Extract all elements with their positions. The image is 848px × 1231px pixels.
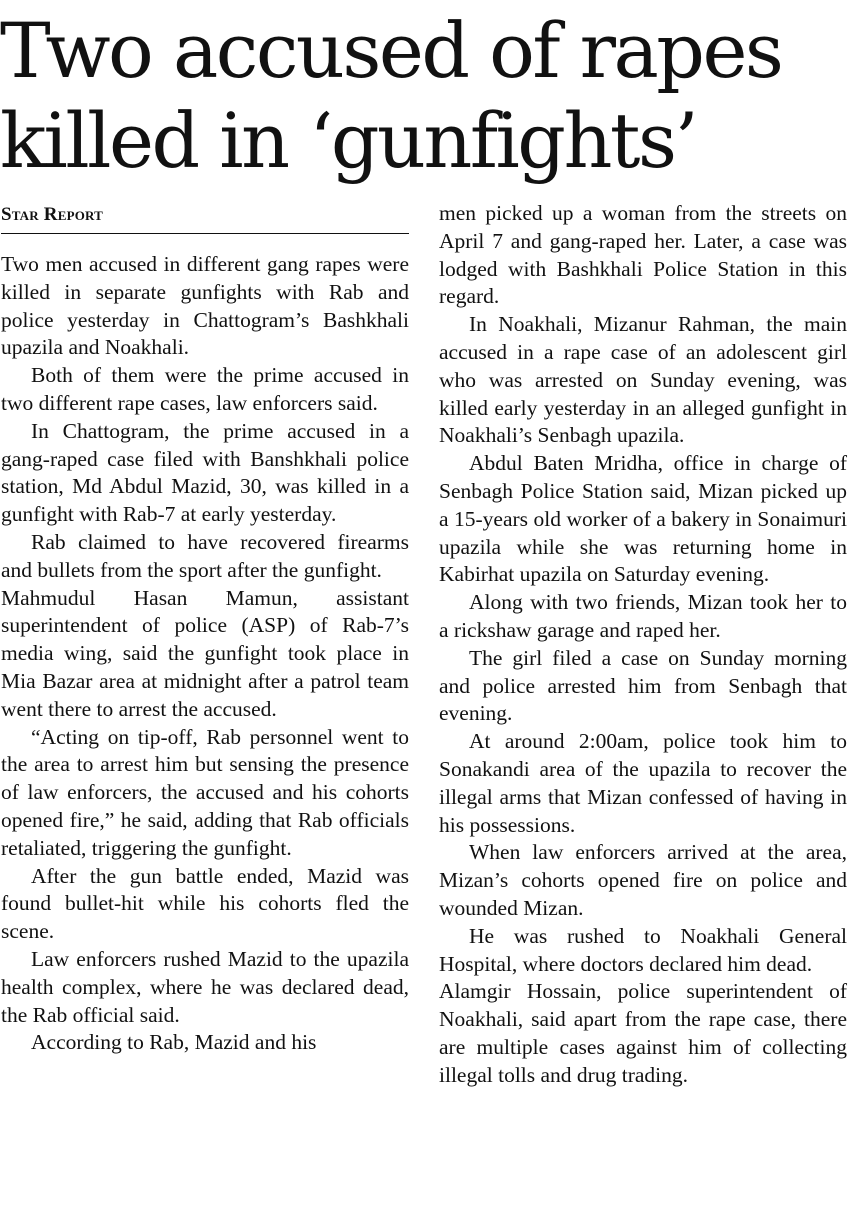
paragraph: Two men accused in different gang rapes were killed in separate gunfights with Rab and police yesterday in Chattogram’s Bashkhali upazila and Noakhali. (1, 252, 409, 360)
paragraph: In Chattogram, the prime accused in a gang-raped case filed with Banshkhali police station, Md Abdul Mazid, 30, was killed in a gunfight with Rab-7 at early yesterday. (1, 418, 409, 527)
paragraph: Along with two friends, Mizan took her to a rickshaw garage and raped her. (439, 590, 847, 642)
paragraph: Abdul Baten Mridha, office in charge of Senbagh Police Station said, Mizan picked up a 15-years old worker of a bakery in Sonaimuri upazila while she was returning home in Kabirhat upazila on Saturday evening. (439, 451, 847, 587)
paragraph: Both of them were the prime accused in two different rape cases, law enforcers said. (1, 363, 409, 415)
article-column-left (1, 251, 409, 1057)
headline-line-2: killed in ‘gunfights’ (0, 96, 697, 185)
paragraph: When law enforcers arrived at the area, Mizan’s cohorts opened fire on police and wounded Mizan. (439, 840, 847, 920)
article-column-right (439, 200, 847, 1090)
byline: Star Report (1, 203, 409, 234)
paragraph: The girl filed a case on Sunday morning and police arrested him from Senbagh that evening. (439, 645, 847, 726)
paragraph: “Acting on tip-off, Rab personnel went to the area to arrest him but sensing the presence of law enforcers, the accused and his cohorts opened fire,” he said, adding that Rab officials retaliated, triggering the gunfight. (1, 724, 409, 860)
paragraph: Mahmudul Hasan Mamun, assistant superintendent of police (ASP) of Rab-7’s media wing, said the gunfight took place in Mia Bazar area at midnight after a patrol team went there to arrest the accused. (1, 585, 409, 721)
paragraph: Rab claimed to have recovered firearms and bullets from the sport after the gunfight. (1, 529, 409, 582)
paragraph: He was rushed to Noakhali General Hospital, where doctors declared him dead. (439, 923, 847, 976)
headline-line-1: Two accused of rapes (0, 6, 782, 95)
paragraph: After the gun battle ended, Mazid was found bullet-hit while his cohorts fled the scene. (1, 863, 409, 944)
paragraph: According to Rab, Mazid and his (31, 1030, 317, 1055)
paragraph: At around 2:00am, police took him to Sonakandi area of the upazila to recover the illegal arms that Mizan confessed of having in his possessions. (439, 729, 847, 837)
paragraph: men picked up a woman from the streets on April 7 and gang-raped her. Later, a case was lodged with Bashkhali Police Station in this regard. (439, 201, 847, 309)
paragraph: Alamgir Hossain, police superintendent of Noakhali, said apart from the rape case, there are multiple cases against him of collecting illegal tolls and drug trading. (439, 979, 847, 1087)
paragraph: In Noakhali, Mizanur Rahman, the main accused in a rape case of an adolescent girl who was arrested on Sunday evening, was killed early yesterday in an alleged gunfight in Noakhali’s Senbagh upazila. (439, 312, 847, 448)
headline (0, 6, 848, 186)
paragraph: Law enforcers rushed Mazid to the upazila health complex, where he was declared dead, the Rab official said. (1, 946, 409, 1027)
